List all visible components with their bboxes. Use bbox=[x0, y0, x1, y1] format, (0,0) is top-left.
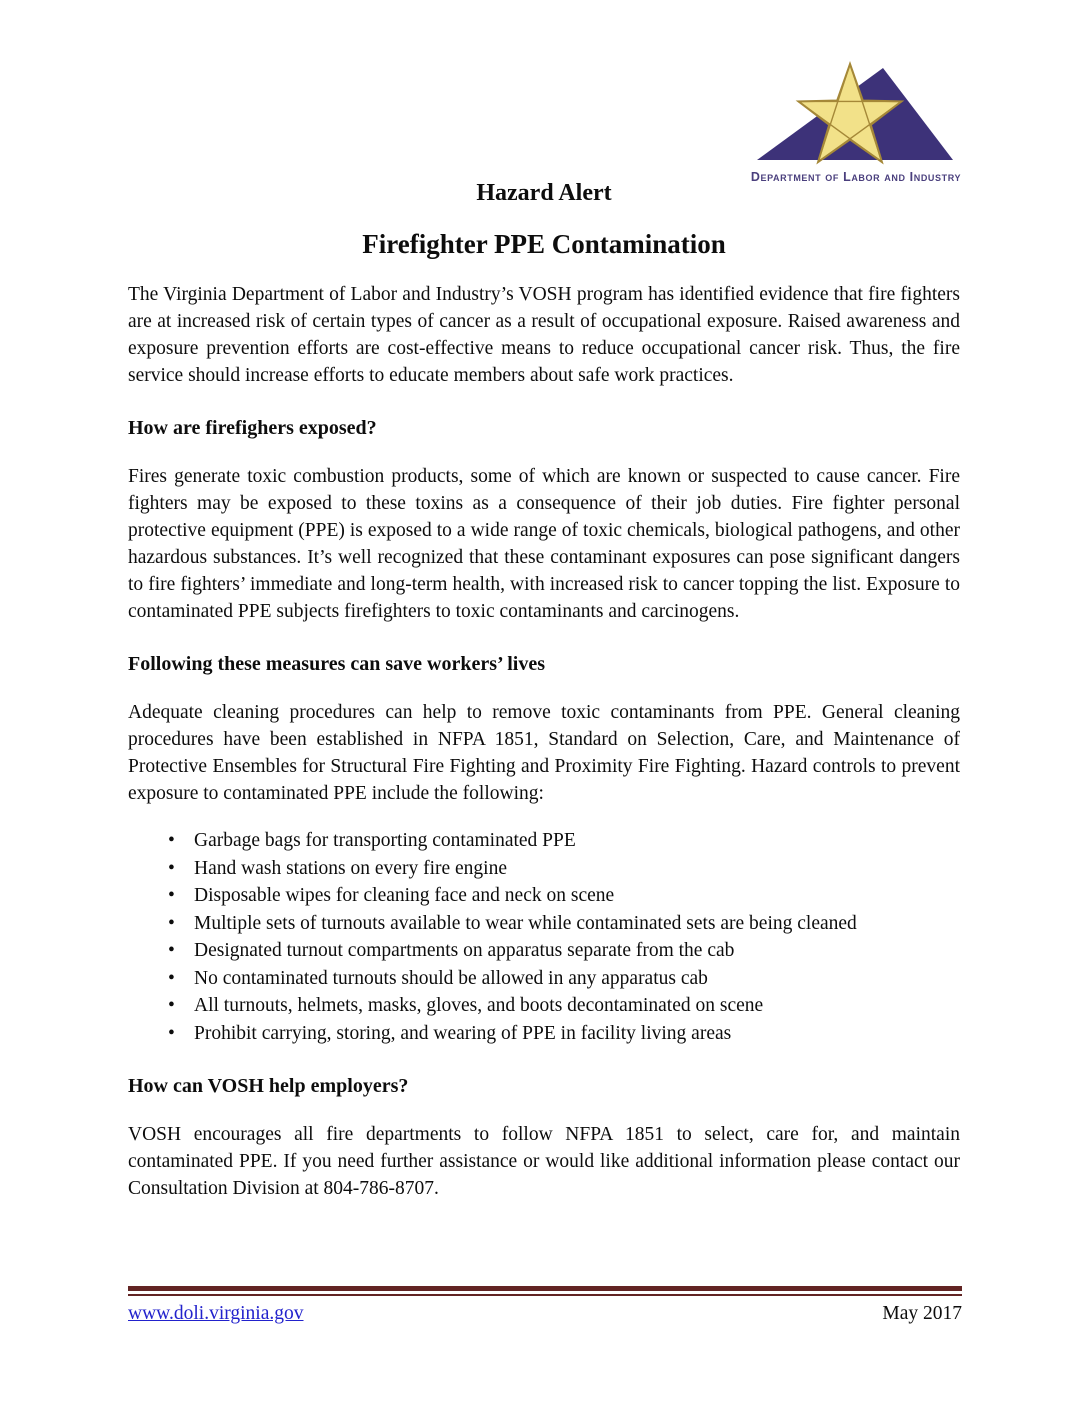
doli-logo-caption: Department of Labor and Industry bbox=[750, 170, 962, 184]
section-heading-measures: Following these measures can save workers’ lives bbox=[128, 653, 545, 675]
page-footer bbox=[128, 1286, 962, 1325]
doli-logo-image bbox=[753, 60, 959, 168]
list-item: • Multiple sets of turnouts available to wear while contaminated sets are being cleaned bbox=[164, 910, 960, 938]
vosh-paragraph: VOSH encourages all fire departments to follow NFPA 1851 to select, care for, and maintain contaminated PPE. If you need further assistance or would like additional information please contact our Consultation Division at 804-786-8707. bbox=[128, 1124, 960, 1199]
list-item: • Designated turnout compartments on apparatus separate from the cab bbox=[164, 937, 960, 965]
section-heading-vosh-help: How can VOSH help employers? bbox=[128, 1075, 409, 1097]
doli-logo bbox=[750, 60, 962, 184]
section-heading-exposure: How are firefighers exposed? bbox=[128, 417, 377, 439]
hazard-controls-list bbox=[164, 827, 960, 1047]
list-item: • All turnouts, helmets, masks, gloves, and boots decontaminated on scene bbox=[164, 992, 960, 1020]
page-title: Hazard Alert bbox=[476, 180, 612, 206]
footer-row bbox=[128, 1303, 962, 1325]
doli-website-link[interactable]: www.doli.virginia.gov bbox=[128, 1303, 304, 1324]
list-item: • Disposable wipes for cleaning face and neck on scene bbox=[164, 882, 960, 910]
exposure-paragraph: Fires generate toxic combustion products, some of which are known or suspected to cause cancer. Fire fighters may be exposed to these toxins as a consequence of their job duties. Fire fighter personal protective equipment (PPE) is exposed to a wide range of toxic chemicals, biological pathogens, and other hazardous substances. It’s well recognized that these contaminant exposures can pose significant dangers to fire fighters’ immediate and long-term health, with increased risk to cancer topping the list. Exposure to contaminated PPE subjects firefighters to toxic contaminants and carcinogens. bbox=[128, 466, 960, 622]
list-item: • Garbage bags for transporting contaminated PPE bbox=[164, 827, 960, 855]
measures-paragraph: Adequate cleaning procedures can help to remove toxic contaminants from PPE. General cleaning procedures have been established in NFPA 1851, Standard on Selection, Care, and Maintenance of Protective Ensembles for Structural Fire Fighting and Proximity Fire Fighting. Hazard controls to prevent exposure to contaminated PPE include the following: bbox=[128, 702, 960, 804]
list-item: • Hand wash stations on every fire engine bbox=[164, 855, 960, 883]
page-subtitle: Firefighter PPE Contamination bbox=[362, 229, 726, 259]
footer-rule bbox=[128, 1286, 962, 1296]
list-item: • No contaminated turnouts should be allowed in any apparatus cab bbox=[164, 965, 960, 993]
footer-date: May 2017 bbox=[882, 1303, 962, 1324]
intro-paragraph: The Virginia Department of Labor and Industry’s VOSH program has identified evidence that fire fighters are at increased risk of certain types of cancer as a result of occupational exposure. Raised awareness and exposure prevention efforts are cost-effective means to reduce occupational cancer risk. Thus, the fire service should increase efforts to educate members about safe work practices. bbox=[128, 284, 960, 386]
list-item: • Prohibit carrying, storing, and wearing of PPE in facility living areas bbox=[164, 1020, 960, 1048]
